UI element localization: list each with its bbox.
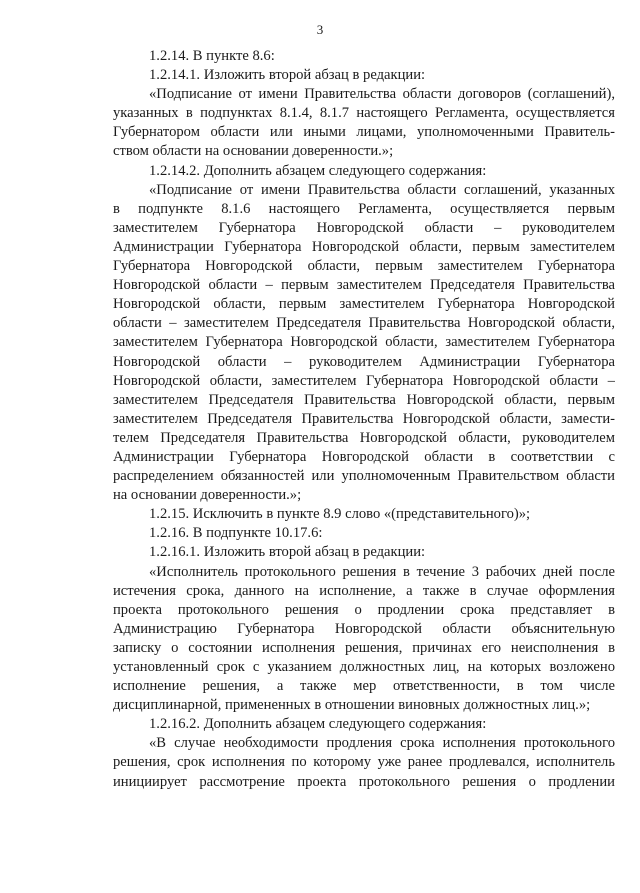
paragraph-line: Новгородской области – руководителем Администрации Губернатора bbox=[113, 353, 615, 370]
paragraph-line: записку о состоянии исполнения решения, причинах его неисполнения в bbox=[113, 639, 615, 656]
paragraph-line: 1.2.14.1. Изложить второй абзац в редакции: bbox=[149, 67, 426, 84]
paragraph-line: Новгородской области, первым заместителем Губернатора Новгородской bbox=[113, 296, 615, 313]
paragraph bbox=[113, 734, 615, 791]
paragraph bbox=[113, 162, 615, 181]
paragraph-line: «Подписание от имени Правительства области договоров (соглашений), bbox=[149, 86, 615, 103]
paragraph-line: заместителем Губернатора Новгородской области – руководителем bbox=[113, 219, 615, 236]
paragraph-line: заместителем Председателя Правительства Новгородской области, замести- bbox=[113, 410, 615, 427]
paragraph-line: в подпункте 8.1.6 настоящего Регламента, осуществляется первым bbox=[113, 200, 615, 217]
paragraph-line: 1.2.14. В пункте 8.6: bbox=[149, 48, 275, 64]
paragraph bbox=[113, 715, 615, 734]
paragraph-line: «Подписание от имени Правительства области соглашений, указанных bbox=[149, 181, 615, 198]
paragraph-line: проекта протокольного решения о продлении срока представляет в bbox=[113, 601, 615, 618]
paragraph-line: Администрации Губернатора Новгородской области, первым заместителем bbox=[113, 238, 615, 255]
paragraph-line: указанных в подпунктах 8.1.4, 8.1.7 настоящего Регламента, осуществляется bbox=[113, 105, 615, 122]
paragraph-line: «Исполнитель протокольного решения в течение 3 рабочих дней после bbox=[149, 563, 615, 580]
paragraph-line: Новгородской области – первым заместителем Председателя Правительства bbox=[113, 277, 615, 294]
paragraph-line: заместителем Губернатора Новгородской области, заместителем Губернатора bbox=[113, 334, 615, 351]
paragraph-line: 1.2.15. Исключить в пункте 8.9 слово «(представительного)»; bbox=[149, 506, 531, 523]
paragraph-line: на основании доверенности.»; bbox=[113, 487, 302, 504]
paragraph-line: установленный срок с указанием должностных лиц, на которых возложено bbox=[113, 659, 615, 675]
paragraph bbox=[113, 47, 615, 66]
paragraph-line: области – заместителем Председателя Правительства Новгородской области, bbox=[113, 315, 615, 332]
paragraph-line: решения, срок исполнения по которому уже ранее продлевался, исполнитель bbox=[113, 754, 615, 771]
paragraph-line: ством области на основании доверенности.»; bbox=[113, 143, 394, 160]
paragraph-line: 1.2.14.2. Дополнить абзацем следующего содержания: bbox=[149, 162, 487, 179]
paragraph bbox=[113, 181, 615, 506]
paragraph-line: распределением обязанностей или уполномоченным Правительством области bbox=[113, 468, 615, 485]
paragraph-line: заместителем Председателя Правительства Новгородской области, первым bbox=[113, 391, 615, 408]
paragraph-line: Новгородской области, заместителем Губернатора Новгородской области – bbox=[113, 372, 615, 389]
page-number: 3 bbox=[316, 22, 324, 37]
paragraph bbox=[113, 563, 615, 716]
paragraph-line: 1.2.16.2. Дополнить абзацем следующего содержания: bbox=[149, 716, 487, 733]
paragraph-line: инициирует рассмотрение проекта протокольного решения о продлении bbox=[113, 773, 615, 790]
paragraph-line: «В случае необходимости продления срока исполнения протокольного bbox=[149, 735, 615, 752]
paragraph-line: Губернатора Новгородской области, первым заместителем Губернатора bbox=[113, 258, 615, 275]
paragraph bbox=[113, 66, 615, 85]
paragraph-line: 1.2.16. В подпункте 10.17.6: bbox=[149, 525, 323, 542]
paragraph bbox=[113, 85, 615, 161]
paragraph-line: Администрации Губернатора Новгородской области в соответствии с bbox=[113, 448, 615, 465]
paragraph-line: дисциплинарной, примененных в отношении виновных должностных лиц.»; bbox=[113, 697, 591, 714]
paragraph-line: истечения срока, данного на исполнение, а также в случае оформления bbox=[113, 582, 615, 599]
paragraph-line: Администрацию Губернатора Новгородской области объяснительную bbox=[113, 620, 615, 637]
paragraph bbox=[113, 524, 615, 543]
paragraph-line: телем Председателя Правительства Новгородской области, руководителем bbox=[113, 429, 615, 446]
document-body bbox=[113, 47, 615, 792]
paragraph bbox=[113, 543, 615, 562]
paragraph-line: исполнение решения, а также мер ответственности, в том числе bbox=[113, 678, 615, 695]
paragraph-line: Губернатором области или иными лицами, уполномоченными Правитель- bbox=[113, 124, 615, 141]
paragraph-line: 1.2.16.1. Изложить второй абзац в редакции: bbox=[149, 544, 426, 561]
paragraph bbox=[113, 505, 615, 524]
